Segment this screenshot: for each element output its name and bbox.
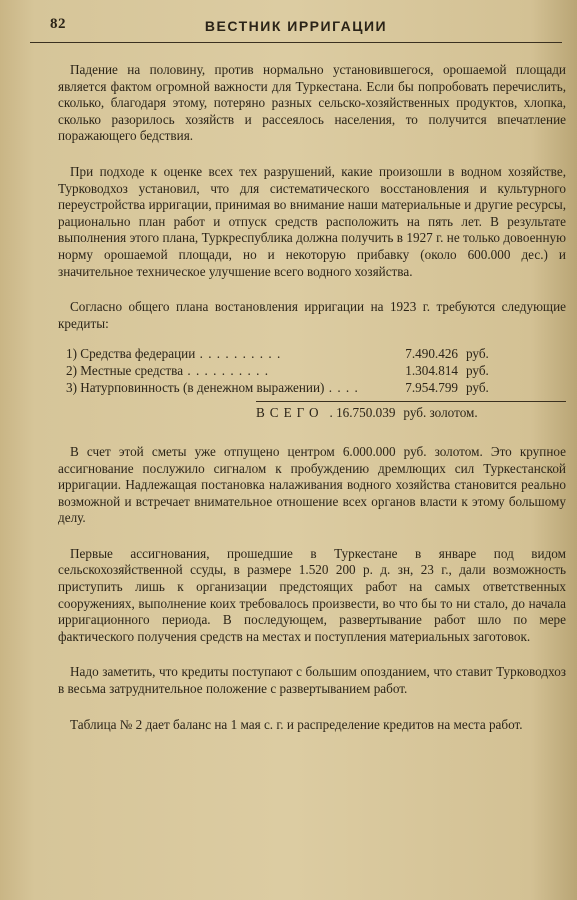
paragraph-5: Надо заметить, что кредиты поступают с большим опозданием, что ставит Турководхоз в весьма затруднительное положение с развертыванием работ. bbox=[58, 664, 566, 697]
total-unit: руб. золотом. bbox=[403, 405, 478, 421]
paragraph-1: Падение на половину, против нормально установившегося, орошаемой площади является фактом огромной важности для Туркестана. Если бы попробовать перечислить, сколько, благодаря этому, потеряно разных сельско-хозяйственных продуктов, хлопка, сколько разорилось хозяйств и рассеялось населения, то получится впечатление поражающего бедствия. bbox=[58, 62, 566, 144]
page-header bbox=[30, 14, 562, 43]
credit-row bbox=[58, 363, 566, 380]
total-rule bbox=[256, 401, 566, 422]
credit-label: 1) Средства федерации . . bbox=[58, 346, 358, 363]
credit-row bbox=[58, 346, 566, 363]
paragraph-3: В счет этой сметы уже отпущено центром 6.000.000 руб. золотом. Это крупное ассигнование послужило сигналом к пробуждению дремлющих сил Туркестанской ирригации. Надлежащая постановка налаживания водного хозяйства становится реально возможной и встречает внимательное отношение всех органов власти к этому большому делу. bbox=[58, 443, 566, 526]
credit-amount: 7.490.426 bbox=[405, 346, 458, 362]
credits-intro: Согласно общего плана востановления ирригации на 1923 г. требуются следующие кредиты: bbox=[58, 299, 566, 331]
credit-unit: руб. bbox=[466, 380, 489, 396]
credit-label: 3) Натурповинность (в денежном выражении) . . bbox=[58, 380, 358, 397]
credit-amount: 7.954.799 bbox=[405, 380, 458, 396]
paragraph-2: При подходе к оценке всех тех разрушений, какие произошли в водном хозяйстве, Турководхоз установил, что для систематического восстановления и культурного переустройства ирригации, принимая во внимание наши материальные и другие ресурсы, рационально план работ и отпуск средств расположить на пять лет. В результате выполнения этого плана, Туркреспублика должна получить в 1927 г. не только довоенную норму орошаемой площади, но и некоторую прибавку (около 600.000 дес.) и значительное техническое улучшение всего водного хозяйства. bbox=[58, 163, 566, 279]
page-number: 82 bbox=[50, 16, 66, 32]
total-amount: . 16.750.039 bbox=[329, 405, 396, 421]
credits-total bbox=[58, 401, 566, 422]
credit-unit: руб. bbox=[466, 346, 489, 362]
total-label: ВСЕГО bbox=[256, 405, 324, 421]
paragraph-6: Таблица № 2 дает баланс на 1 мая с. г. и распределение кредитов на места работ. bbox=[70, 716, 523, 732]
credit-label: 2) Местные средства . . bbox=[58, 363, 358, 380]
credit-amount: 1.304.814 bbox=[405, 363, 458, 379]
credit-unit: руб. bbox=[466, 363, 489, 379]
credits-section bbox=[58, 299, 566, 422]
article-body bbox=[58, 62, 566, 752]
credit-row bbox=[58, 380, 566, 397]
paragraph-4: Первые ассигнования, прошедшие в Туркестане в январе под видом сельскохозяйственной ссуды, в размере 1.520 200 р. д. зн, 23 г., дали возможность приступить лишь к организации предстоящих работ на самых ответственных сооружениях, выполнение коих требовалось произвести, во что бы то ни стало, до начала ирригационного периода. В последующем, развертывание работ шло по мере фактического получения средств на местах и поступления материальных заготовок. bbox=[58, 545, 566, 644]
journal-title: ВЕСТНИК ИРРИГАЦИИ bbox=[204, 18, 388, 34]
credits-list bbox=[58, 346, 566, 397]
